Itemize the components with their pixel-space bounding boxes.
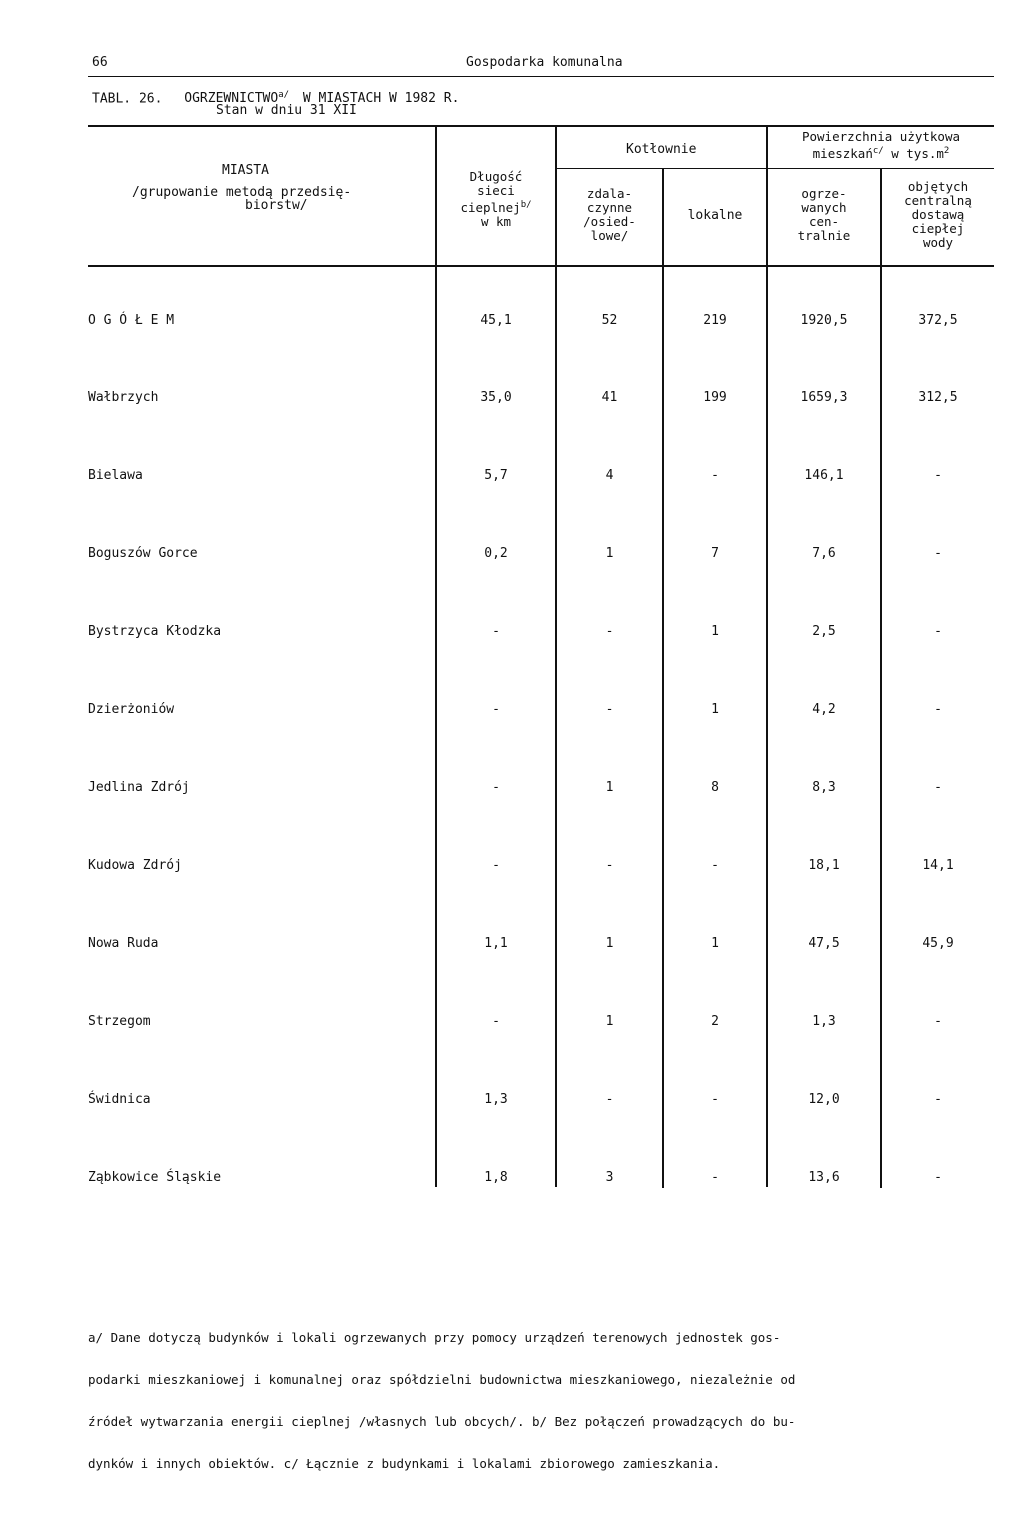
cell-objetych: - [934,546,942,561]
row-city: Jedlina Zdrój [88,780,190,795]
cell-objetych: - [934,468,942,483]
table-top-rule [88,125,994,127]
cell-lokalne: 1 [711,624,719,639]
cell-ogrzewanych: 1920,5 [800,313,848,328]
cell-objetych: 14,1 [922,858,954,873]
cell-zdalaczynne: 1 [605,1014,614,1029]
footnote-a: a/ Dane dotyczą budynków i lokali ogrzewanych przy pomocy urządzeń terenowych jednostek gos- podarki mieszkaniowej i komunalnej oraz spółdzielni budownictwa mieszkaniowego, niezależnie od źródeł wytwarzania energii cieplnej /własnych lub obcych/. b/ Bez połączeń prowadzących do bu- dynków i innych obiektów. c/ Łącznie z budynkami i lokalami zbiorowego zamieszkania. [88,1330,796,1471]
cell-ogrzewanych: 4,2 [812,702,836,717]
header-grupowanie-2: biorstw/ [245,198,308,213]
cell-objetych: - [934,780,942,795]
cell-zdalaczynne: 41 [601,390,618,405]
header-kotlownie: Kotłownie [626,142,697,157]
cell-zdalaczynne: 4 [605,468,614,483]
cell-lokalne: - [711,1092,719,1107]
cell-dlugosc: 1,3 [484,1092,508,1107]
table-header-bottom-rule [88,265,994,267]
cell-lokalne: - [711,858,719,873]
header-lokalne: lokalne [687,208,743,223]
row-city: Kudowa Zdrój [88,858,182,873]
cell-zdalaczynne: - [605,858,614,873]
row-city: Bystrzyca Kłodzka [88,624,222,639]
row-city: Nowa Ruda [88,936,159,951]
cell-ogrzewanych: 7,6 [812,546,836,561]
cell-objetych: - [934,624,942,639]
table-title: OGRZEWNICTWO [184,91,279,107]
page-section: Gospodarka komunalna [466,55,623,70]
row-city: O G Ó Ł E M [88,313,175,328]
cell-zdalaczynne: 1 [605,546,614,561]
cell-zdalaczynne: 1 [605,780,614,795]
header-dlugosc: Długość sieci cieplnej$^{b/}$ w km [460,169,532,230]
cell-dlugosc: 0,2 [484,546,508,561]
cell-lokalne: 219 [703,313,727,328]
cell-dlugosc: - [492,702,500,717]
row-city: Dzierżoniów [88,702,175,717]
cell-lokalne: - [711,1170,719,1185]
cell-ogrzewanych: 47,5 [808,936,840,951]
header-zdalaczynne: zdala- czynne /osied- lowe/ [583,186,636,243]
cell-dlugosc: - [492,1014,500,1029]
row-city: Bielawa [88,468,143,483]
cell-lokalne: 199 [703,390,727,405]
cell-zdalaczynne: 3 [605,1170,614,1185]
cell-objetych: 312,5 [918,390,958,405]
cell-ogrzewanych: 18,1 [808,858,840,873]
cell-ogrzewanych: 13,6 [808,1170,840,1185]
cell-zdalaczynne: 1 [605,936,614,951]
page-number: 66 [92,55,108,70]
header-grupowanie-1: /grupowanie metodą przedsię- [132,185,352,200]
cell-dlugosc: 1,8 [484,1170,508,1185]
cell-ogrzewanych: 1659,3 [800,390,848,405]
cell-ogrzewanych: 146,1 [804,468,844,483]
page-header-rule [88,76,994,77]
cell-lokalne: - [711,468,719,483]
cell-lokalne: 8 [711,780,719,795]
cell-zdalaczynne: - [605,1092,614,1107]
header-miasta: MIASTA [222,163,269,178]
header-objetych: objętych centralną dostawą ciepłej wody [904,179,972,250]
cell-lokalne: 2 [711,1014,719,1029]
table-title-sup: a/ [278,90,290,100]
cell-objetych: - [934,702,942,717]
cell-ogrzewanych: 2,5 [812,624,836,639]
row-city: Strzegom [88,1014,151,1029]
cell-lokalne: 1 [711,702,719,717]
header-powierzchnia: Powierzchnia użytkowa mieszkań$^{c/}$ w $tys.m^2$ [801,129,961,162]
cell-ogrzewanych: 1,3 [812,1014,836,1029]
cell-dlugosc: 5,7 [484,468,508,483]
cell-dlugosc: 35,0 [480,390,512,405]
row-city: Ząbkowice Śląskie [88,1170,222,1185]
cell-objetych: - [934,1014,942,1029]
cell-objetych: 45,9 [922,936,954,951]
table-subtitle: Stan w dniu 31 XII [216,103,357,118]
table-label: TABL. 26. [92,91,163,107]
row-city: Świdnica [88,1092,151,1107]
cell-dlugosc: - [492,624,500,639]
row-city: Wałbrzych [88,390,159,405]
cell-objetych: - [934,1170,942,1185]
cell-dlugosc: - [492,858,500,873]
cell-ogrzewanych: 12,0 [808,1092,840,1107]
cell-zdalaczynne: - [605,702,614,717]
table-title-rest: W MIASTACH W 1982 R. [302,91,460,107]
cell-dlugosc: 1,1 [484,936,508,951]
cell-objetych: 372,5 [918,313,958,328]
cell-lokalne: 1 [711,936,719,951]
cell-objetych: - [934,1092,942,1107]
cell-dlugosc: - [492,780,500,795]
cell-dlugosc: 45,1 [480,313,512,328]
cell-zdalaczynne: 52 [601,313,618,328]
header-ogrzewanych: ogrze- wanych cen- tralnie [797,186,851,243]
row-city: Boguszów Gorce [88,546,198,561]
cell-zdalaczynne: - [605,624,614,639]
cell-ogrzewanych: 8,3 [812,780,836,795]
cell-lokalne: 7 [711,546,719,561]
